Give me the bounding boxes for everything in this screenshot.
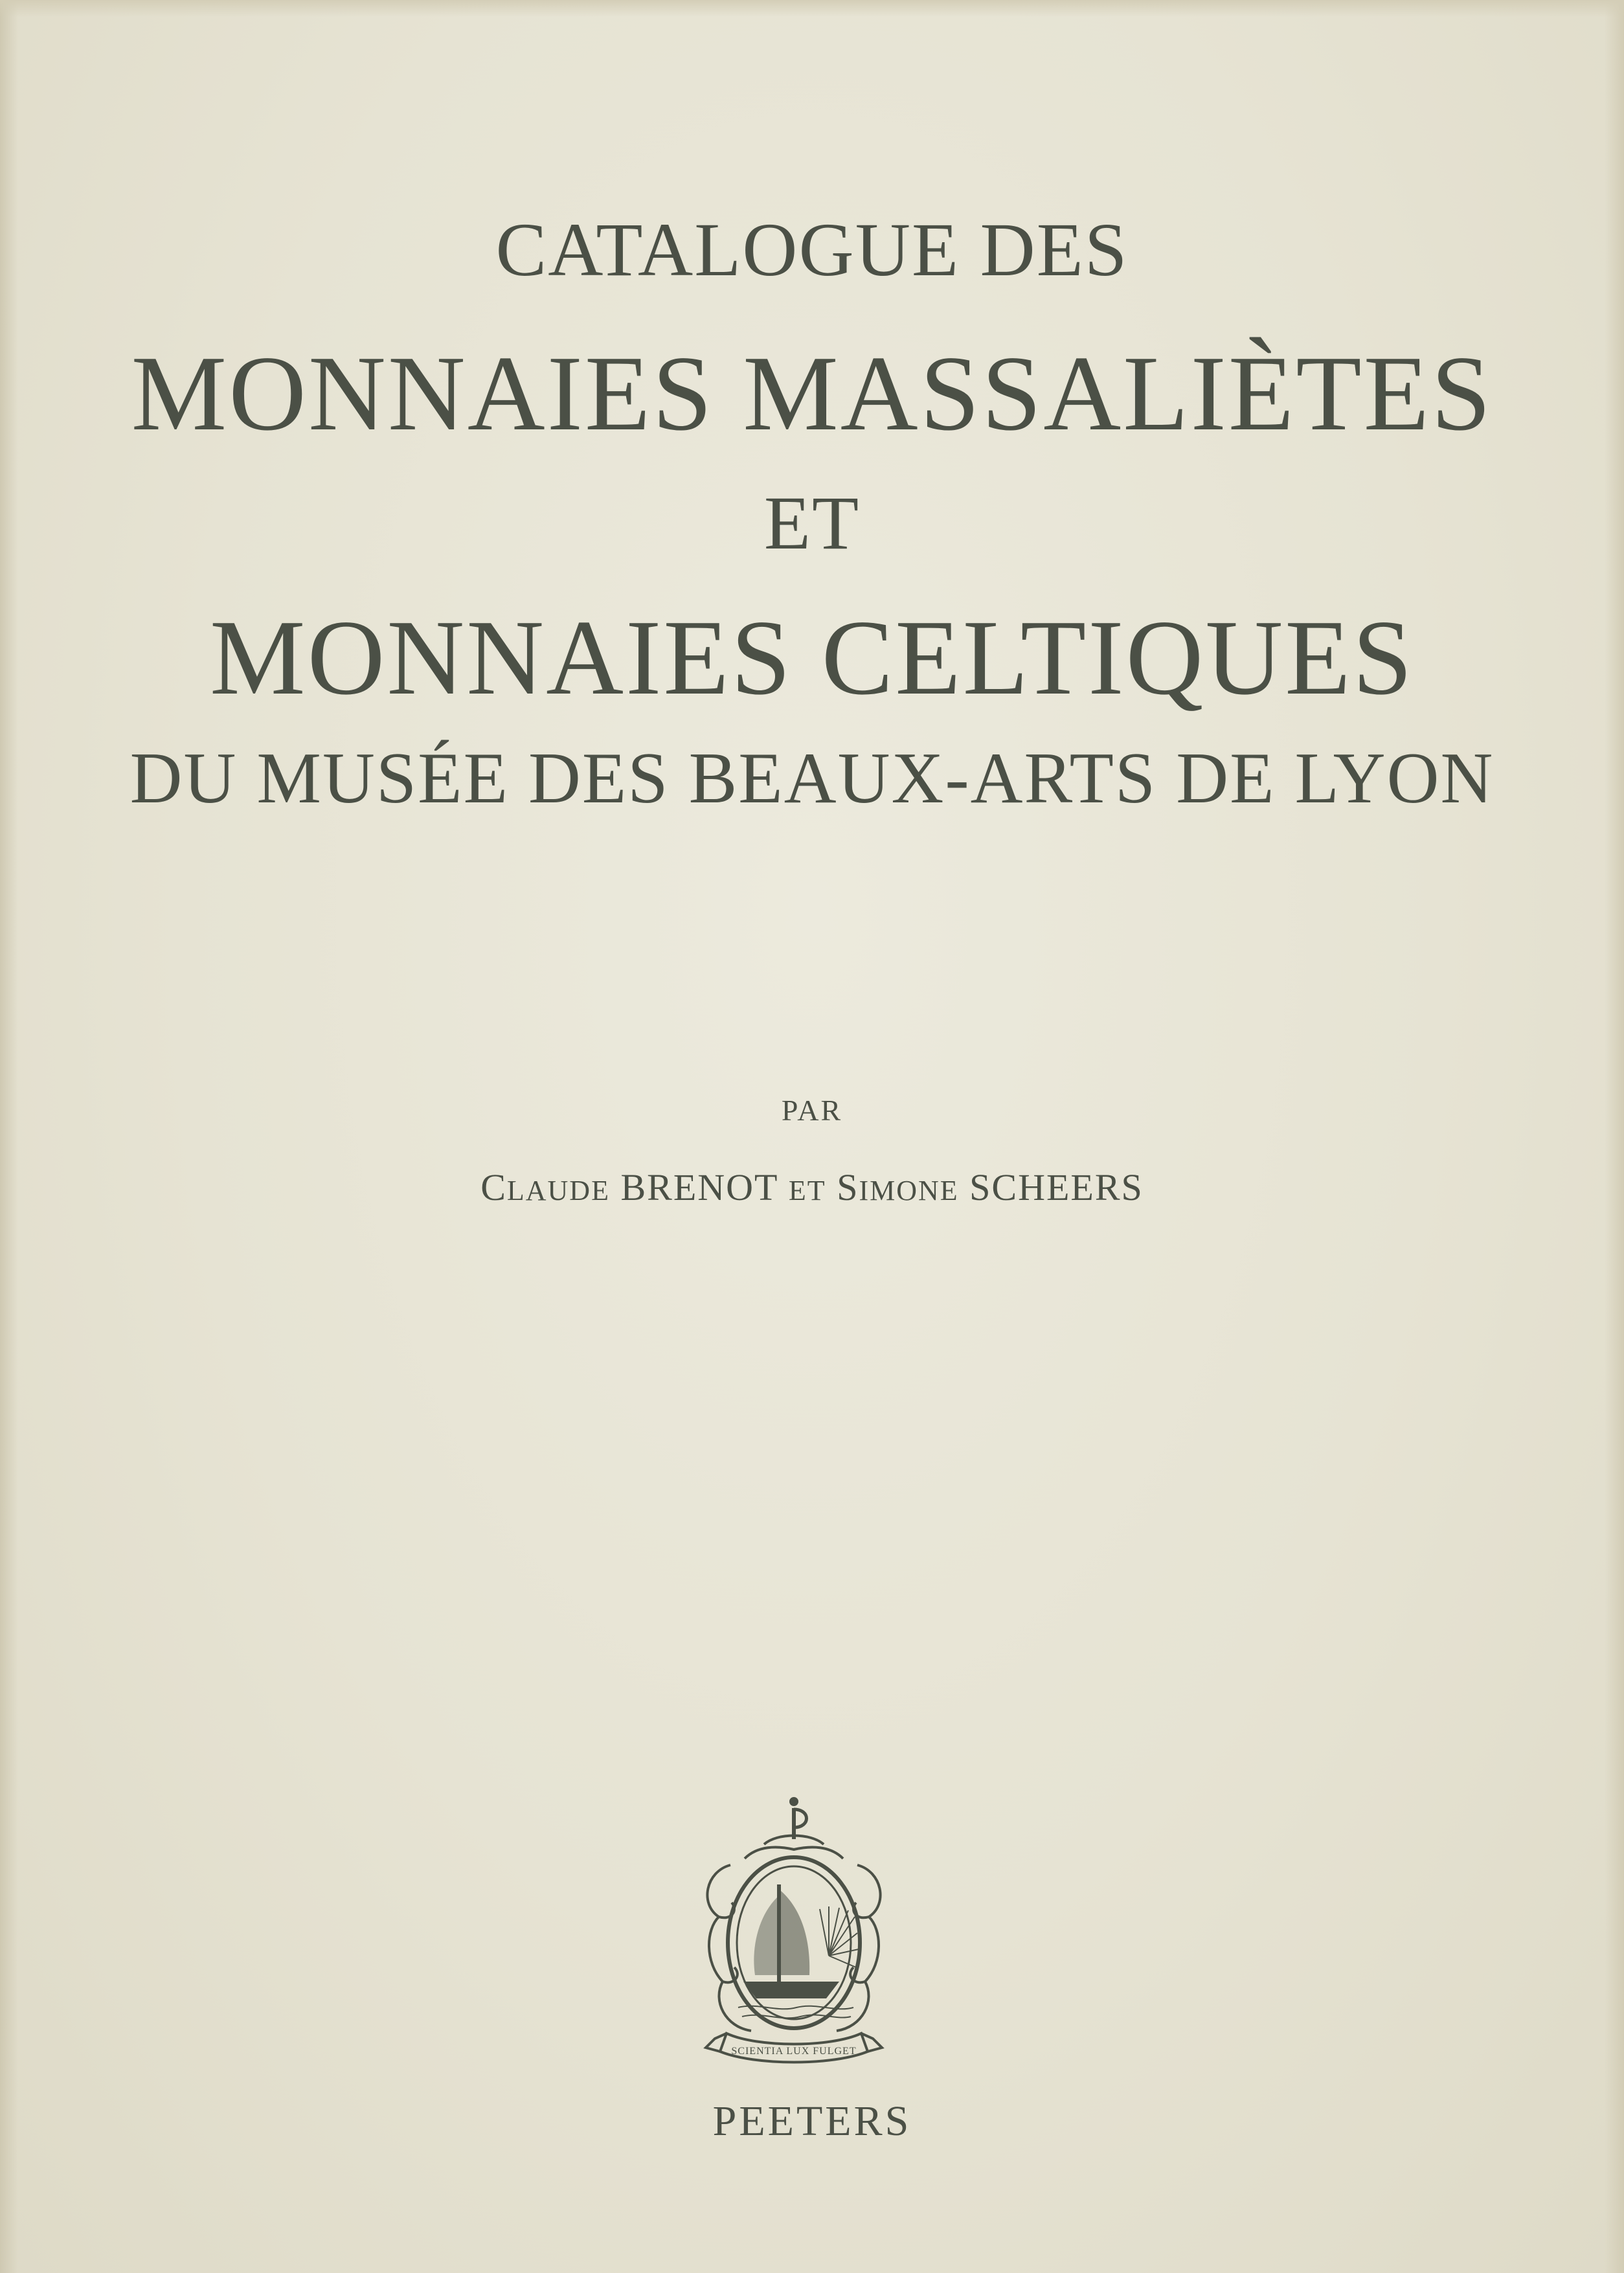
title-line-4: MONNAIES CELTIQUES: [209, 598, 1415, 717]
author1-last-name: BRENOT: [620, 1166, 778, 1208]
author2-first-initial: S: [837, 1166, 859, 1208]
conjunction: ET: [788, 1175, 826, 1206]
by-label: PAR: [781, 1094, 843, 1127]
author2-first-rest: IMONE: [859, 1175, 959, 1206]
title-line-5: DU MUSÉE DES BEAUX-ARTS DE LYON: [130, 738, 1494, 819]
title-line-3: ET: [763, 481, 861, 565]
title-line-2: MONNAIES MASSALIÈTES: [131, 334, 1493, 453]
publisher-emblem-icon: [667, 1794, 926, 2066]
author2-last-name: SCHEERS: [969, 1166, 1144, 1208]
emblem-motto: SCIENTIA LUX FULGET: [731, 2046, 857, 2057]
top-edge-shadow: [0, 0, 1624, 17]
title-line-1: CATALOGUE DES: [495, 207, 1129, 292]
publisher-name: PEETERS: [712, 2098, 912, 2145]
author1-first-rest: LAUDE: [506, 1175, 610, 1206]
author1-first-initial: C: [480, 1166, 507, 1208]
authors: [0, 1166, 1624, 1209]
